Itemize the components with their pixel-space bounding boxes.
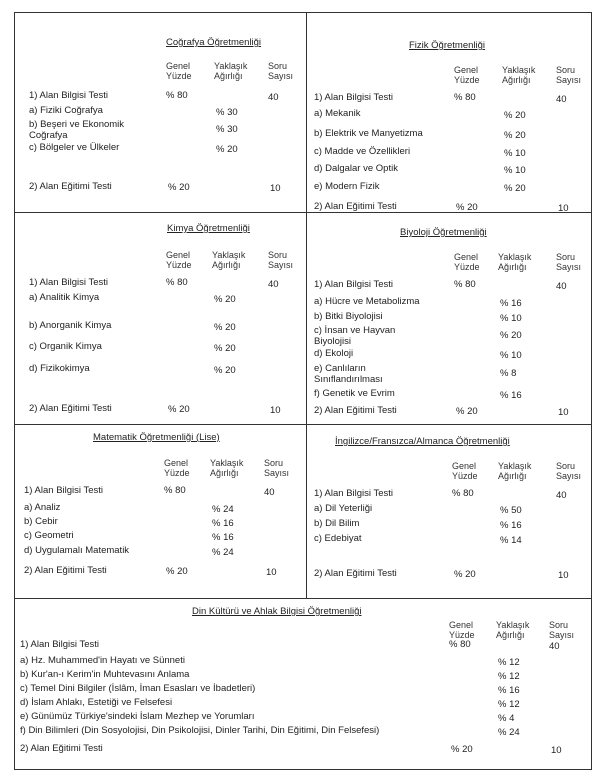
fizik-header-agirlik: Yaklaşık Ağırlığı [502,65,536,85]
kimya-alan-bilgisi-label: 1) Alan Bilgisi Testi [29,277,109,288]
kimya-header-genel: Genel Yüzde [166,250,192,270]
matematik-header-genel: Genel Yüzde [164,458,190,478]
din_kulturu-item-label: d) İslam Ahlakı, Estetiği ve Felsefesi [20,697,173,708]
fizik-item-agirlik: % 20 [504,110,526,121]
fizik-alan-bilgisi-label: 1) Alan Bilgisi Testi [314,92,394,103]
biyoloji-alan-bilgisi-genel: % 80 [454,279,476,290]
din_kulturu-item-agirlik: % 24 [498,727,520,738]
matematik-header-soru: Soru Sayısı [264,458,290,478]
matematik-item-label: c) Geometri [24,530,74,541]
fizik-alan-egitimi-genel: % 20 [456,202,478,213]
biyoloji-item-label: e) Canlıların Sınıflandırılması [314,363,383,385]
kimya-item-agirlik: % 20 [214,294,236,305]
biyoloji-header-agirlik: Yaklaşık Ağırlığı [498,252,532,272]
din_kulturu-item-agirlik: % 16 [498,685,520,696]
kimya-item-agirlik: % 20 [214,322,236,333]
din_kulturu-alan-bilgisi-genel: % 80 [449,639,471,650]
yabanci_dil-alan-bilgisi-label: 1) Alan Bilgisi Testi [314,488,394,499]
biyoloji-item-label: a) Hücre ve Metabolizma [314,296,420,307]
kimya-title: Kimya Öğretmenliği [167,223,250,234]
row-divider [14,424,592,425]
yabanci_dil-item-label: c) Edebiyat [314,533,362,544]
biyoloji-item-label: d) Ekoloji [314,348,354,359]
row-divider [14,598,592,599]
kimya-item-agirlik: % 20 [214,365,236,376]
biyoloji-alan-bilgisi-label: 1) Alan Bilgisi Testi [314,279,394,290]
matematik-header-agirlik: Yaklaşık Ağırlığı [210,458,244,478]
matematik-title: Matematik Öğretmenliği (Lise) [93,432,220,443]
row-divider [14,212,592,213]
cografya-alan-egitimi-genel: % 20 [168,182,190,193]
cografya-alan-bilgisi-label: 1) Alan Bilgisi Testi [29,90,109,101]
din_kulturu-alan-egitimi-genel: % 20 [451,744,473,755]
cografya-header-agirlik: Yaklaşık Ağırlığı [214,61,248,81]
biyoloji-item-agirlik: % 8 [500,368,517,379]
matematik-item-label: b) Cebir [24,516,58,527]
fizik-header-genel: Genel Yüzde [454,65,480,85]
cografya-title: Coğrafya Öğretmenliği [166,37,262,48]
biyoloji-item-agirlik: % 10 [500,350,522,361]
din_kulturu-item-label: c) Temel Dini Bilgiler (İslâm, İman Esasları ve İbadetleri) [20,683,256,694]
fizik-item-label: b) Elektrik ve Manyetizma [314,128,423,139]
yabanci_dil-alan-bilgisi-genel: % 80 [452,488,474,499]
cografya-header-soru: Soru Sayısı [268,61,294,81]
fizik-item-label: e) Modern Fizik [314,181,380,192]
fizik-item-agirlik: % 10 [504,148,526,159]
cografya-alan-egitimi-soru: 10 [270,183,281,194]
fizik-alan-egitimi-label: 2) Alan Eğitimi Testi [314,201,397,212]
biyoloji-item-label: c) İnsan ve Hayvan Biyolojisi [314,325,396,347]
kimya-item-agirlik: % 20 [214,343,236,354]
fizik-alan-bilgisi-soru: 40 [556,94,567,105]
yabanci_dil-alan-egitimi-genel: % 20 [454,569,476,580]
biyoloji-item-agirlik: % 16 [500,390,522,401]
matematik-alan-egitimi-label: 2) Alan Eğitimi Testi [24,565,107,576]
fizik-item-agirlik: % 10 [504,165,526,176]
matematik-alan-egitimi-genel: % 20 [166,566,188,577]
yabanci_dil-header-genel: Genel Yüzde [452,461,478,481]
biyoloji-item-label: f) Genetik ve Evrim [314,388,395,399]
yabanci_dil-header-soru: Soru Sayısı [556,461,582,481]
biyoloji-header-genel: Genel Yüzde [454,252,480,272]
biyoloji-item-agirlik: % 20 [500,330,522,341]
din_kulturu-alan-egitimi-label: 2) Alan Eğitimi Testi [20,743,103,754]
biyoloji-item-label: b) Bitki Biyolojisi [314,311,383,322]
din_kulturu-item-label: e) Günümüz Türkiye'sindeki İslam Mezhep ve Yorumları [20,711,255,722]
cografya-item-agirlik: % 30 [216,124,238,135]
cografya-header-genel: Genel Yüzde [166,61,192,81]
din_kulturu-item-agirlik: % 12 [498,671,520,682]
kimya-item-label: d) Fizikokimya [29,363,90,374]
cografya-item-label: a) Fiziki Coğrafya [29,105,103,116]
biyoloji-header-soru: Soru Sayısı [556,252,582,272]
biyoloji-item-agirlik: % 16 [500,298,522,309]
fizik-item-agirlik: % 20 [504,130,526,141]
biyoloji-item-agirlik: % 10 [500,313,522,324]
fizik-alan-egitimi-soru: 10 [558,203,569,214]
yabanci_dil-item-agirlik: % 50 [500,505,522,516]
column-divider [306,12,307,598]
kimya-item-label: b) Anorganik Kimya [29,320,112,331]
din_kulturu-item-agirlik: % 12 [498,657,520,668]
kimya-item-label: c) Organik Kimya [29,341,102,352]
kimya-alan-egitimi-soru: 10 [270,405,281,416]
fizik-item-label: a) Mekanik [314,108,361,119]
fizik-alan-bilgisi-genel: % 80 [454,92,476,103]
matematik-item-label: a) Analiz [24,502,61,513]
fizik-item-label: d) Dalgalar ve Optik [314,163,398,174]
fizik-item-label: c) Madde ve Özellikleri [314,146,411,157]
kimya-item-label: a) Analitik Kimya [29,292,100,303]
yabanci_dil-alan-egitimi-label: 2) Alan Eğitimi Testi [314,568,397,579]
din_kulturu-item-agirlik: % 12 [498,699,520,710]
din_kulturu-item-label: b) Kur'an-ı Kerim'in Muhtevasını Anlama [20,669,190,680]
cografya-alan-bilgisi-soru: 40 [268,92,279,103]
kimya-header-soru: Soru Sayısı [268,250,294,270]
yabanci_dil-alan-egitimi-soru: 10 [558,570,569,581]
din_kulturu-item-agirlik: % 4 [498,713,515,724]
yabanci_dil-item-agirlik: % 14 [500,535,522,546]
cografya-item-label: c) Bölgeler ve Ülkeler [29,142,120,153]
matematik-item-label: d) Uygulamalı Matematik [24,545,130,556]
yabanci_dil-item-label: a) Dil Yeterliği [314,503,373,514]
matematik-item-agirlik: % 16 [212,518,234,529]
matematik-item-agirlik: % 24 [212,504,234,515]
din_kulturu-header-genel: Genel Yüzde [449,620,475,640]
kimya-header-agirlik: Yaklaşık Ağırlığı [212,250,246,270]
biyoloji-title: Biyoloji Öğretmenliği [400,227,487,238]
kimya-alan-egitimi-label: 2) Alan Eğitimi Testi [29,403,112,414]
din_kulturu-alan-bilgisi-label: 1) Alan Bilgisi Testi [20,639,100,650]
cografya-item-label: b) Beşeri ve Ekonomik Coğrafya [29,119,125,141]
cografya-item-agirlik: % 30 [216,107,238,118]
biyoloji-alan-egitimi-soru: 10 [558,407,569,418]
kimya-alan-bilgisi-genel: % 80 [166,277,188,288]
matematik-alan-bilgisi-genel: % 80 [164,485,186,496]
din_kulturu-item-label: f) Din Bilimleri (Din Sosyolojisi, Din Psikolojisi, Dinler Tarihi, Din Eğitimi, Din Felsefesi) [20,725,380,736]
cografya-alan-egitimi-label: 2) Alan Eğitimi Testi [29,181,112,192]
biyoloji-alan-egitimi-genel: % 20 [456,406,478,417]
din_kulturu-alan-bilgisi-soru: 40 [549,641,560,652]
kimya-alan-bilgisi-soru: 40 [268,279,279,290]
fizik-item-agirlik: % 20 [504,183,526,194]
cografya-item-agirlik: % 20 [216,144,238,155]
matematik-item-agirlik: % 16 [212,532,234,543]
matematik-alan-bilgisi-label: 1) Alan Bilgisi Testi [24,485,104,496]
matematik-item-agirlik: % 24 [212,547,234,558]
matematik-alan-egitimi-soru: 10 [266,567,277,578]
yabanci_dil-title: İngilizce/Fransızca/Almanca Öğretmenliği [335,436,510,447]
din_kulturu-alan-egitimi-soru: 10 [551,745,562,756]
fizik-title: Fizik Öğretmenliği [409,40,486,51]
biyoloji-alan-bilgisi-soru: 40 [556,281,567,292]
yabanci_dil-item-agirlik: % 16 [500,520,522,531]
din_kulturu-header-soru: Soru Sayısı [549,620,575,640]
din_kulturu-item-label: a) Hz. Muhammed'in Hayatı ve Sünneti [20,655,185,666]
yabanci_dil-item-label: b) Dil Bilim [314,518,360,529]
din_kulturu-title: Din Kültürü ve Ahlak Bilgisi Öğretmenliği [192,606,362,617]
biyoloji-alan-egitimi-label: 2) Alan Eğitimi Testi [314,405,397,416]
kimya-alan-egitimi-genel: % 20 [168,404,190,415]
matematik-alan-bilgisi-soru: 40 [264,487,275,498]
yabanci_dil-header-agirlik: Yaklaşık Ağırlığı [498,461,532,481]
yabanci_dil-alan-bilgisi-soru: 40 [556,490,567,501]
fizik-header-soru: Soru Sayısı [556,65,582,85]
cografya-alan-bilgisi-genel: % 80 [166,90,188,101]
din_kulturu-header-agirlik: Yaklaşık Ağırlığı [496,620,530,640]
